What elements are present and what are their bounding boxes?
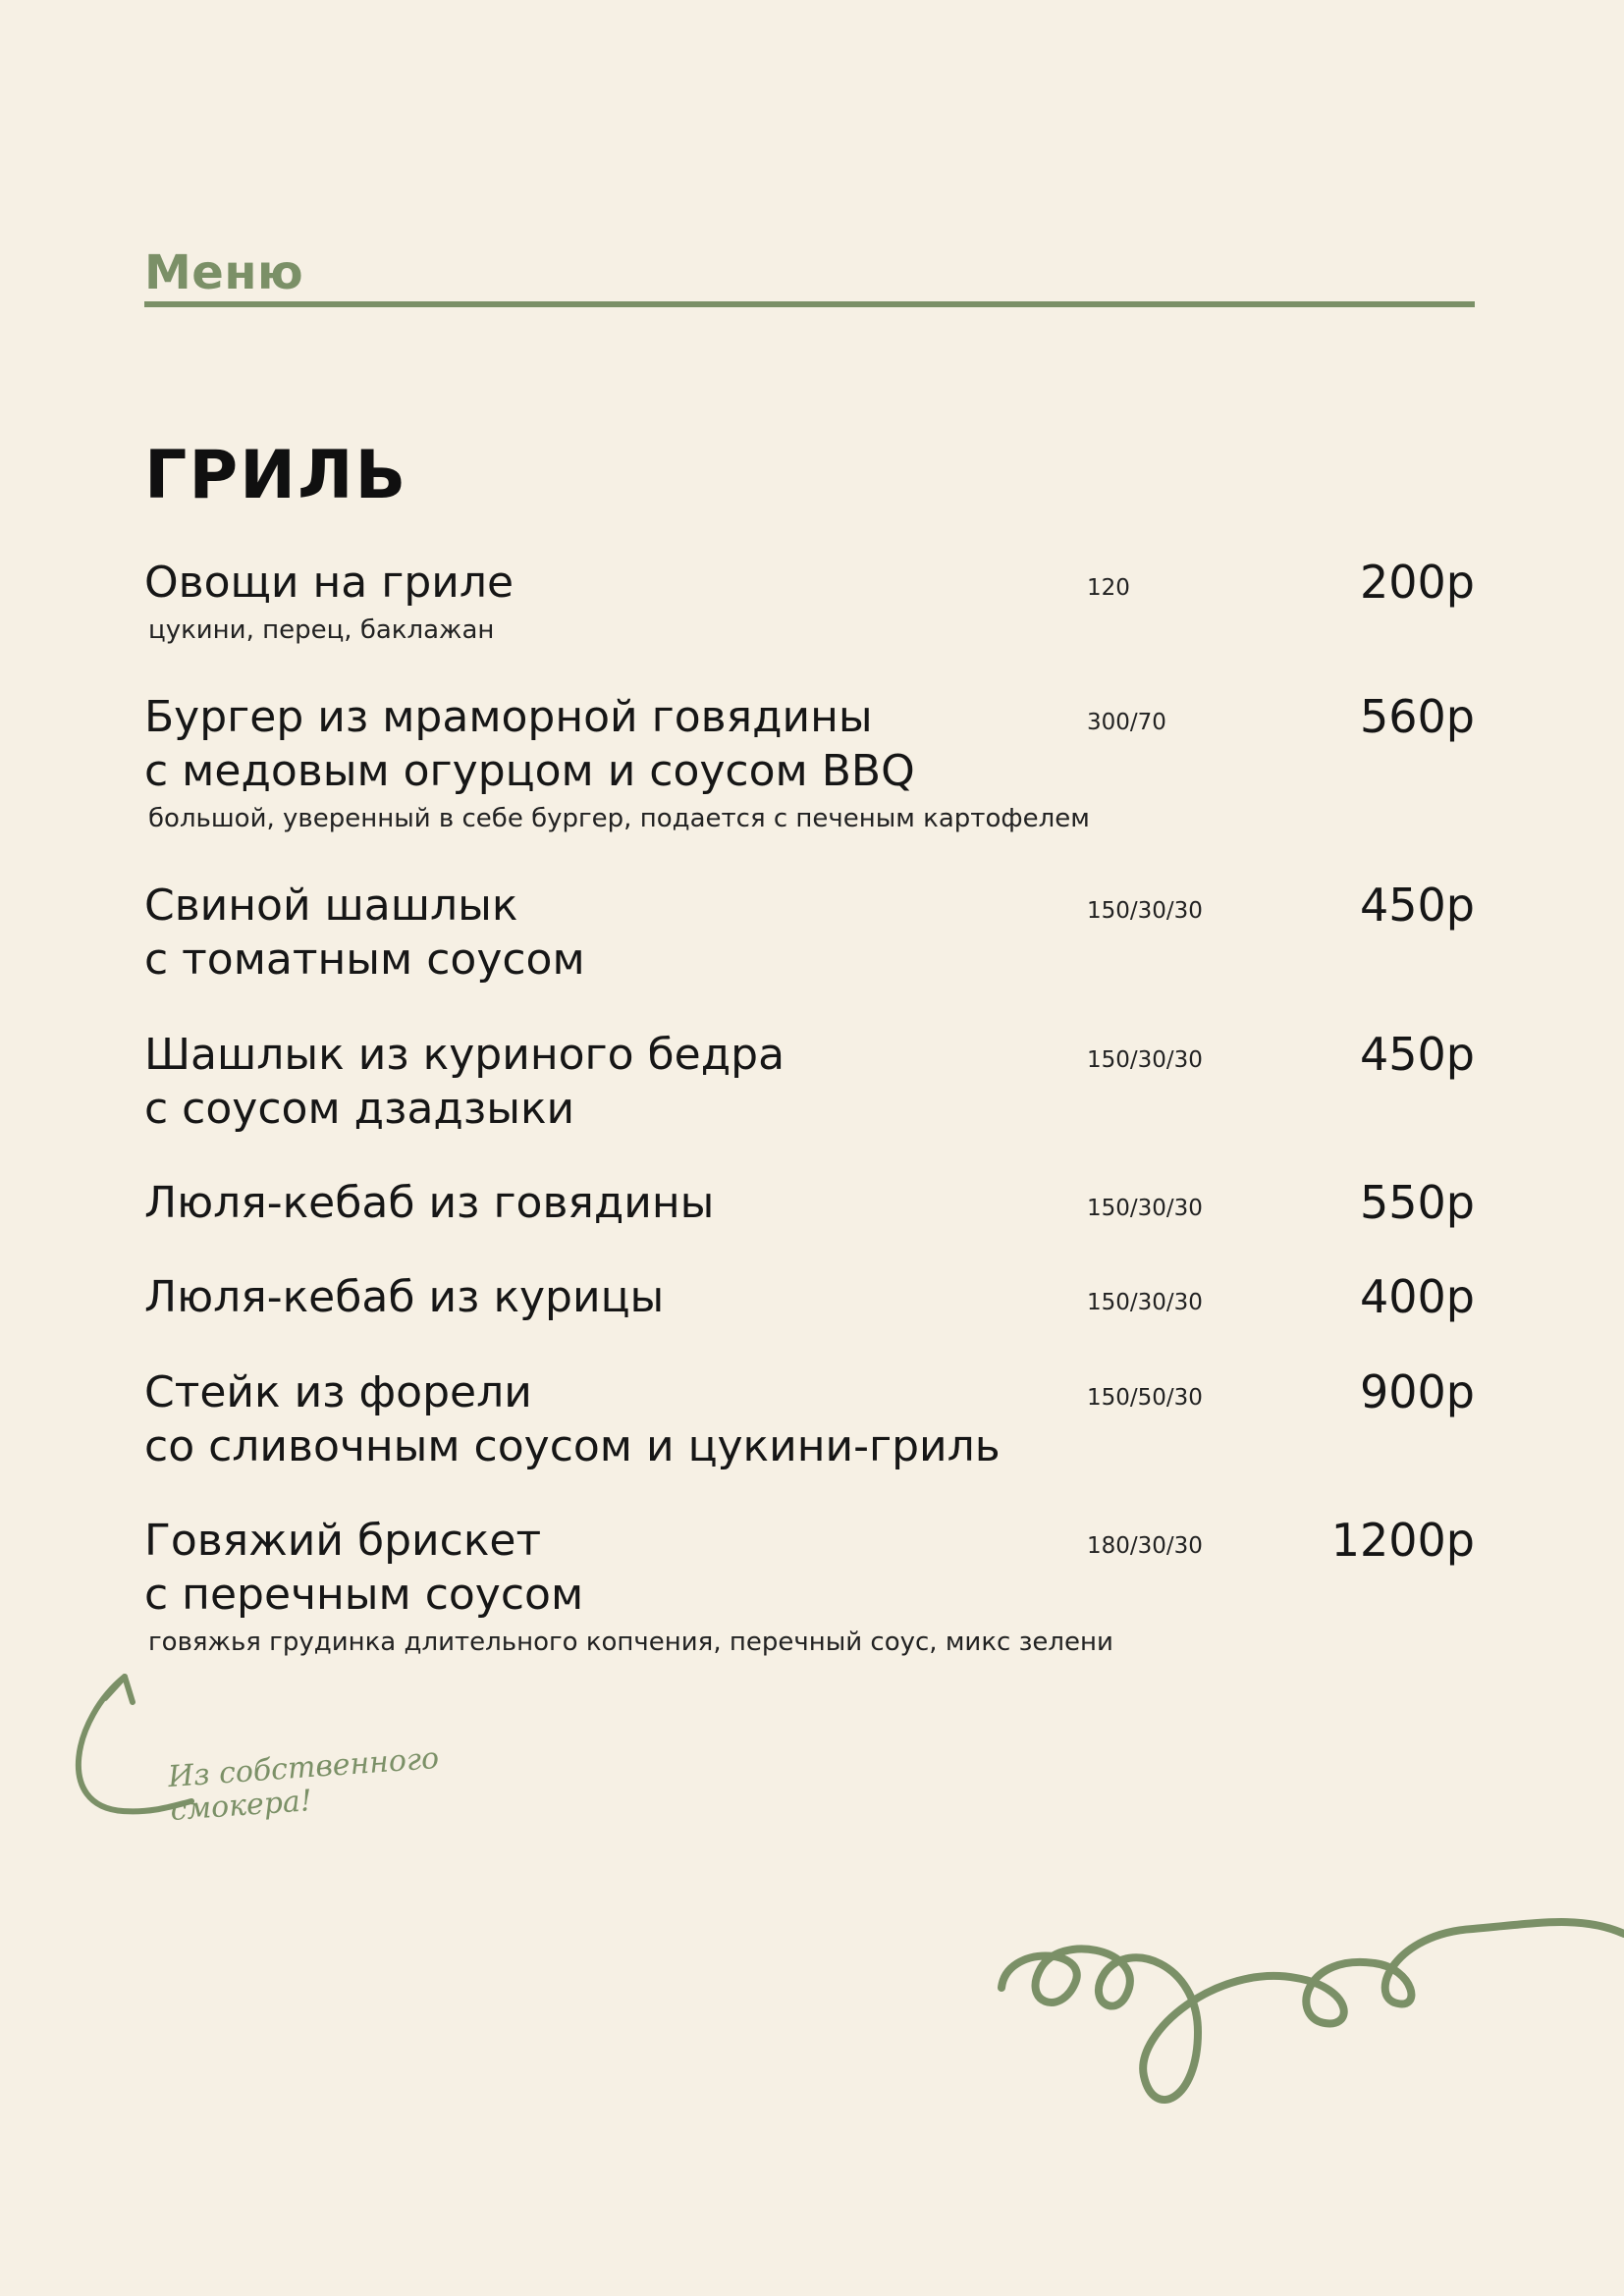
item-name: Стейк из форели со сливочным соусом и цукини-гриль [144,1367,1001,1471]
item-price: 560р [1360,690,1475,743]
item-description: большой, уверенный в себе бургер, подается с печеным картофелем [148,804,1090,833]
menu-item [144,690,1475,835]
item-name: Овощи на гриле [144,558,514,608]
item-weight: 300/70 [1087,710,1166,735]
item-name: Бургер из мраморной говядины с медовым огурцом и соусом BBQ [144,692,915,796]
item-weight: 150/30/30 [1087,1196,1203,1221]
item-weight: 150/30/30 [1087,898,1203,924]
item-name: Люля-кебаб из курицы [144,1272,665,1322]
item-name: Говяжий брискет с перечным соусом [144,1516,584,1620]
item-price: 450р [1360,1028,1475,1081]
item-price: 900р [1360,1365,1475,1418]
menu-item [144,1028,1475,1136]
menu-item [144,1176,1475,1230]
item-weight: 120 [1087,575,1130,601]
item-price: 550р [1360,1176,1475,1229]
item-name: Люля-кебаб из говядины [144,1178,715,1228]
swirl-decoration-icon [982,1895,1624,2150]
item-name: Свиной шашлык с томатным соусом [144,881,585,985]
smoker-note: Из собственного смокера! [166,1740,441,1829]
header-divider [144,301,1475,307]
item-price: 1200р [1330,1514,1475,1567]
menu-item [144,1270,1475,1324]
item-description: говяжья грудинка длительного копчения, перечный соус, микс зелени [148,1628,1113,1657]
menu-item [144,556,1475,647]
item-price: 450р [1360,879,1475,932]
item-weight: 150/50/30 [1087,1385,1203,1411]
section-title: ГРИЛЬ [144,437,408,514]
menu-item [144,879,1475,987]
item-price: 400р [1360,1270,1475,1323]
page-title: Меню [144,245,304,300]
menu-item [144,1514,1475,1659]
item-description: цукини, перец, баклажан [148,615,495,645]
item-weight: 180/30/30 [1087,1533,1203,1559]
menu-item [144,1365,1475,1473]
item-weight: 150/30/30 [1087,1290,1203,1315]
item-name: Шашлык из куриного бедра с соусом дзадзыки [144,1030,785,1134]
item-weight: 150/30/30 [1087,1047,1203,1073]
item-price: 200р [1360,556,1475,609]
